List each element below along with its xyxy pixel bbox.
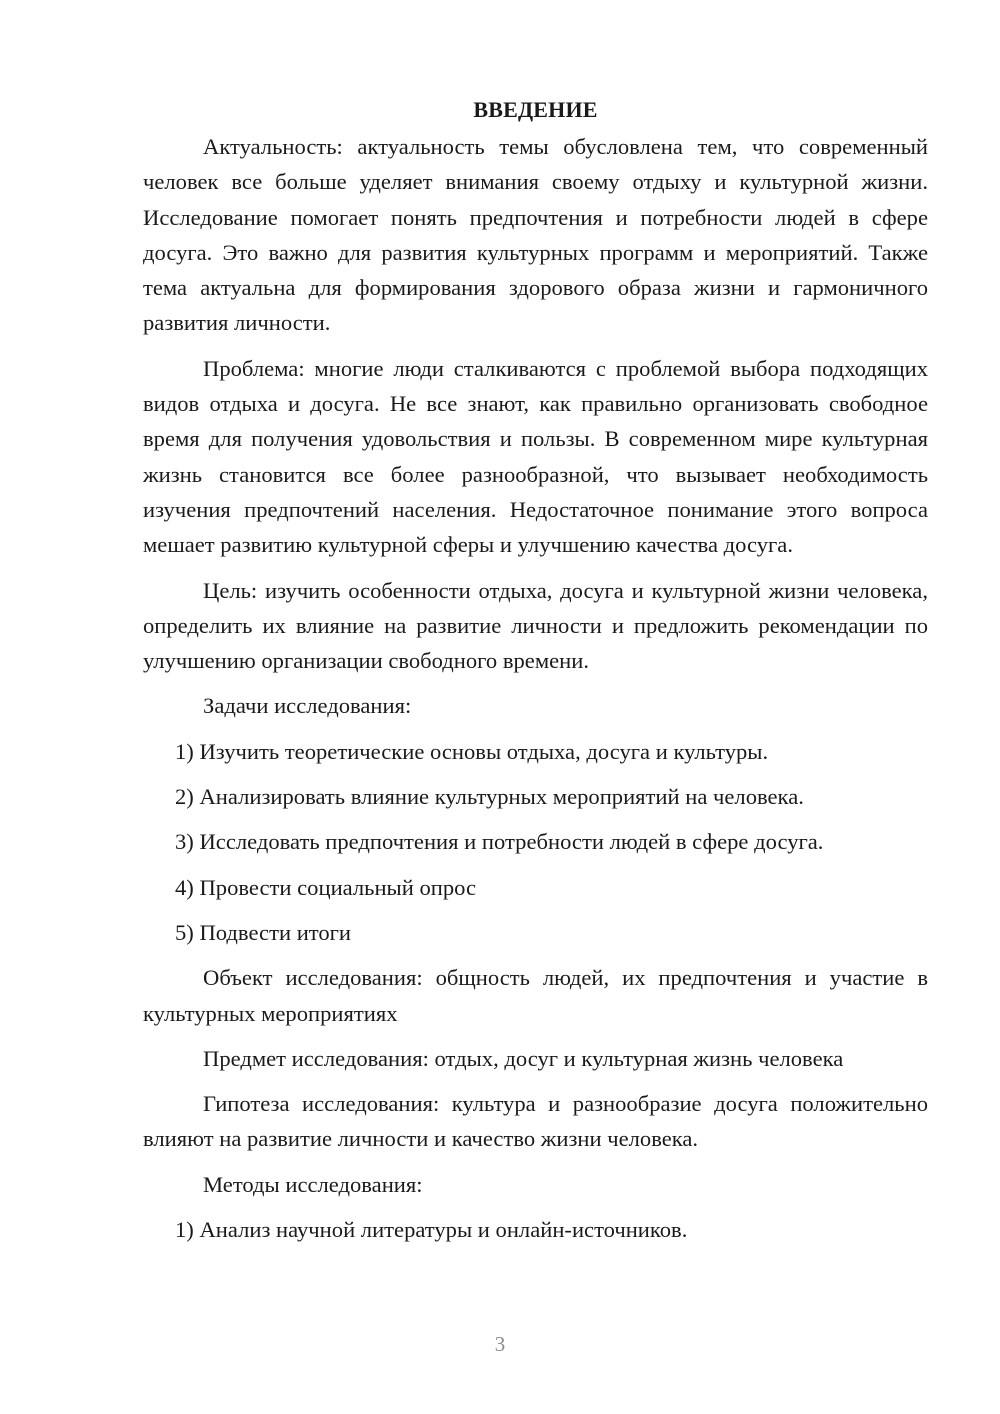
task-item-3: 3) Исследовать предпочтения и потребности людей в сфере досуга.	[175, 829, 824, 855]
document-page	[143, 92, 928, 1247]
methods-heading: Методы исследования:	[203, 1171, 423, 1197]
task-item-1: 1) Изучить теоретические основы отдыха, досуга и культуры.	[175, 738, 769, 764]
subject-paragraph: Предмет исследования: отдых, досуг и культурная жизнь человека	[203, 1045, 844, 1071]
hypothesis-paragraph: Гипотеза исследования: культура и разнообразие досуга положительно влияют на развитие личности и качество жизни человека.	[143, 1091, 928, 1152]
method-item-1: 1) Анализ научной литературы и онлайн-источников.	[175, 1217, 688, 1243]
task-item-5: 5) Подвести итоги	[175, 919, 352, 945]
goal-paragraph: Цель: изучить особенности отдыха, досуга и культурной жизни человека, определить их влияние на развитие личности и предложить рекомендации по улучшению организации свободного времени.	[143, 577, 928, 674]
relevance-paragraph: Актуальность: актуальность темы обусловлена тем, что современный человек все больше уделяет внимания своему отдыху и культурной жизни. Исследование помогает понять предпочтения и потребности людей в сфере досуга. Это важно для развития культурных программ и мероприятий. Также тема актуальна для формирования здорового образа жизни и гармоничного развития личности.	[143, 134, 928, 336]
task-item-2: 2) Анализировать влияние культурных мероприятий на человека.	[175, 784, 804, 810]
section-heading: ВВЕДЕНИЕ	[473, 97, 598, 122]
problem-paragraph: Проблема: многие люди сталкиваются с проблемой выбора подходящих видов отдыха и досуга. Не все знают, как правильно организовать свободное время для получения удовольствия и пользы. В современном мире культурная жизнь становится все более разнообразной, что вызывает необходимость изучения предпочтений населения. Недостаточное понимание этого вопроса мешает развитию культурной сферы и улучшению качества досуга.	[143, 355, 928, 558]
task-item-4: 4) Провести социальный опрос	[175, 874, 477, 900]
tasks-heading: Задачи исследования:	[203, 693, 412, 719]
object-paragraph: Объект исследования: общность людей, их предпочтения и участие в культурных мероприятиях	[143, 965, 928, 1026]
page-number: 3	[494, 1332, 506, 1356]
